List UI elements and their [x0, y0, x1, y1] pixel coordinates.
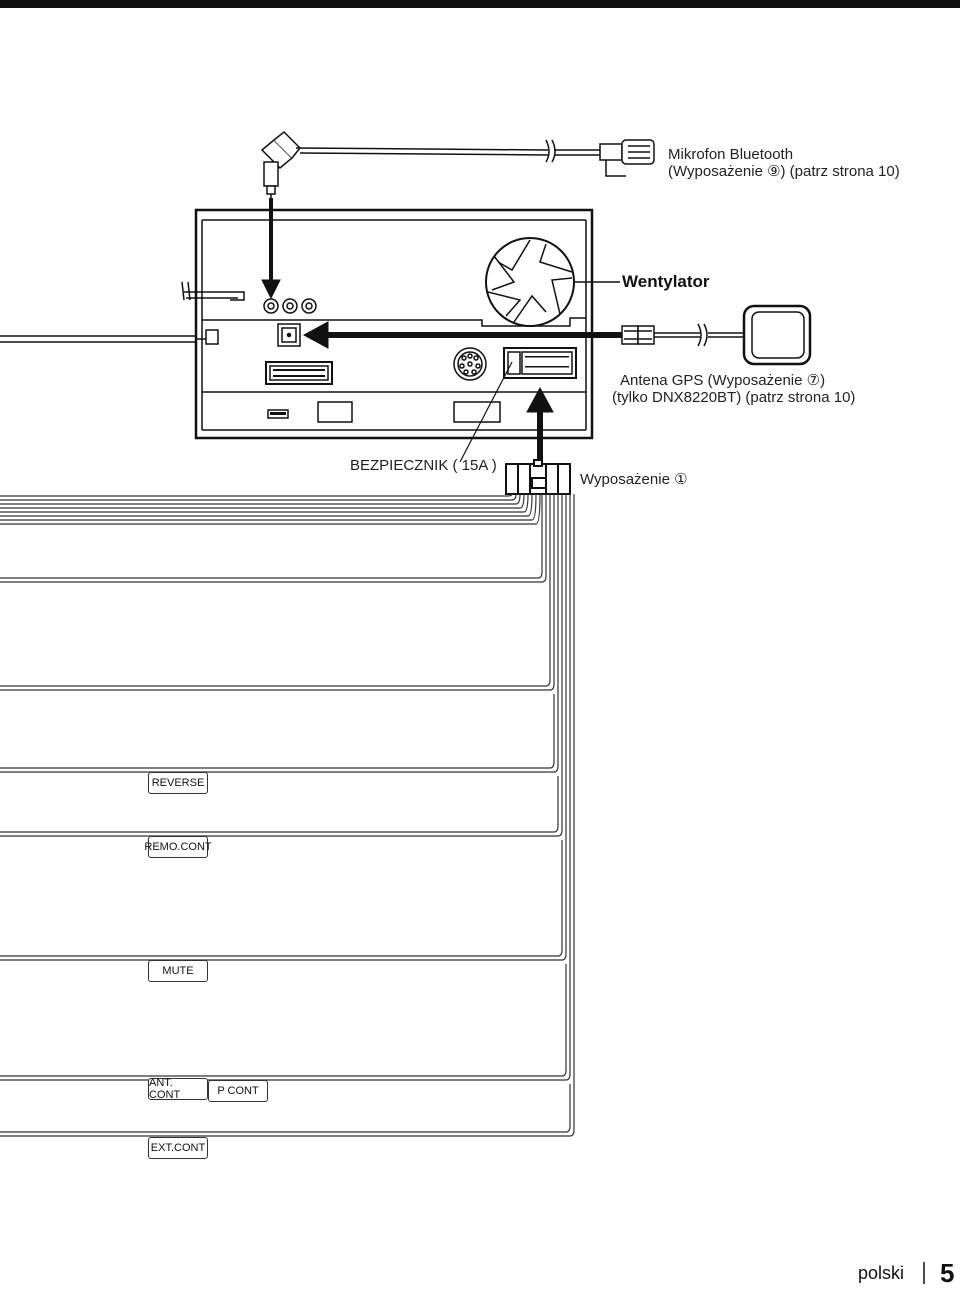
fan-label: Wentylator	[622, 272, 710, 291]
gps-antenna	[622, 306, 810, 364]
gps-arrow	[304, 322, 622, 348]
mic-label-line1: Mikrofon Bluetooth	[668, 146, 794, 163]
connector-pins	[270, 356, 569, 415]
mic-label-line2: (Wyposażenie ⑨) (patrz strona 10)	[668, 163, 900, 180]
mic-arrow	[262, 198, 280, 298]
footer-language: polski	[858, 1263, 905, 1283]
left-wiring	[0, 282, 244, 342]
footer-page-number: 5	[940, 1258, 955, 1288]
reverse-tag: REVERSE	[148, 772, 208, 794]
top-border	[0, 0, 960, 8]
remo-cont-tag: REMO.CONT	[148, 836, 208, 858]
fuse-label: BEZPIECZNIK ( 15A )	[350, 457, 497, 474]
fuse-leader	[460, 362, 512, 462]
ext-cont-tag: EXT.CONT	[148, 1137, 208, 1159]
accessory-label: Wyposażenie ①	[580, 471, 688, 488]
wire-bundle	[0, 494, 574, 1136]
gps-label-line1: Antena GPS (Wyposażenie ⑦)	[620, 372, 826, 389]
harness-connector	[506, 460, 570, 494]
mute-tag: MUTE	[148, 960, 208, 982]
ant-cont-tag: ANT. CONT	[148, 1078, 208, 1100]
unit-back-panel	[196, 210, 620, 438]
harness-arrow	[527, 388, 553, 460]
gps-label-line2: (tylko DNX8220BT) (patrz strona 10)	[612, 389, 856, 406]
bluetooth-microphone	[262, 132, 654, 198]
p-cont-tag: P CONT	[208, 1080, 268, 1102]
